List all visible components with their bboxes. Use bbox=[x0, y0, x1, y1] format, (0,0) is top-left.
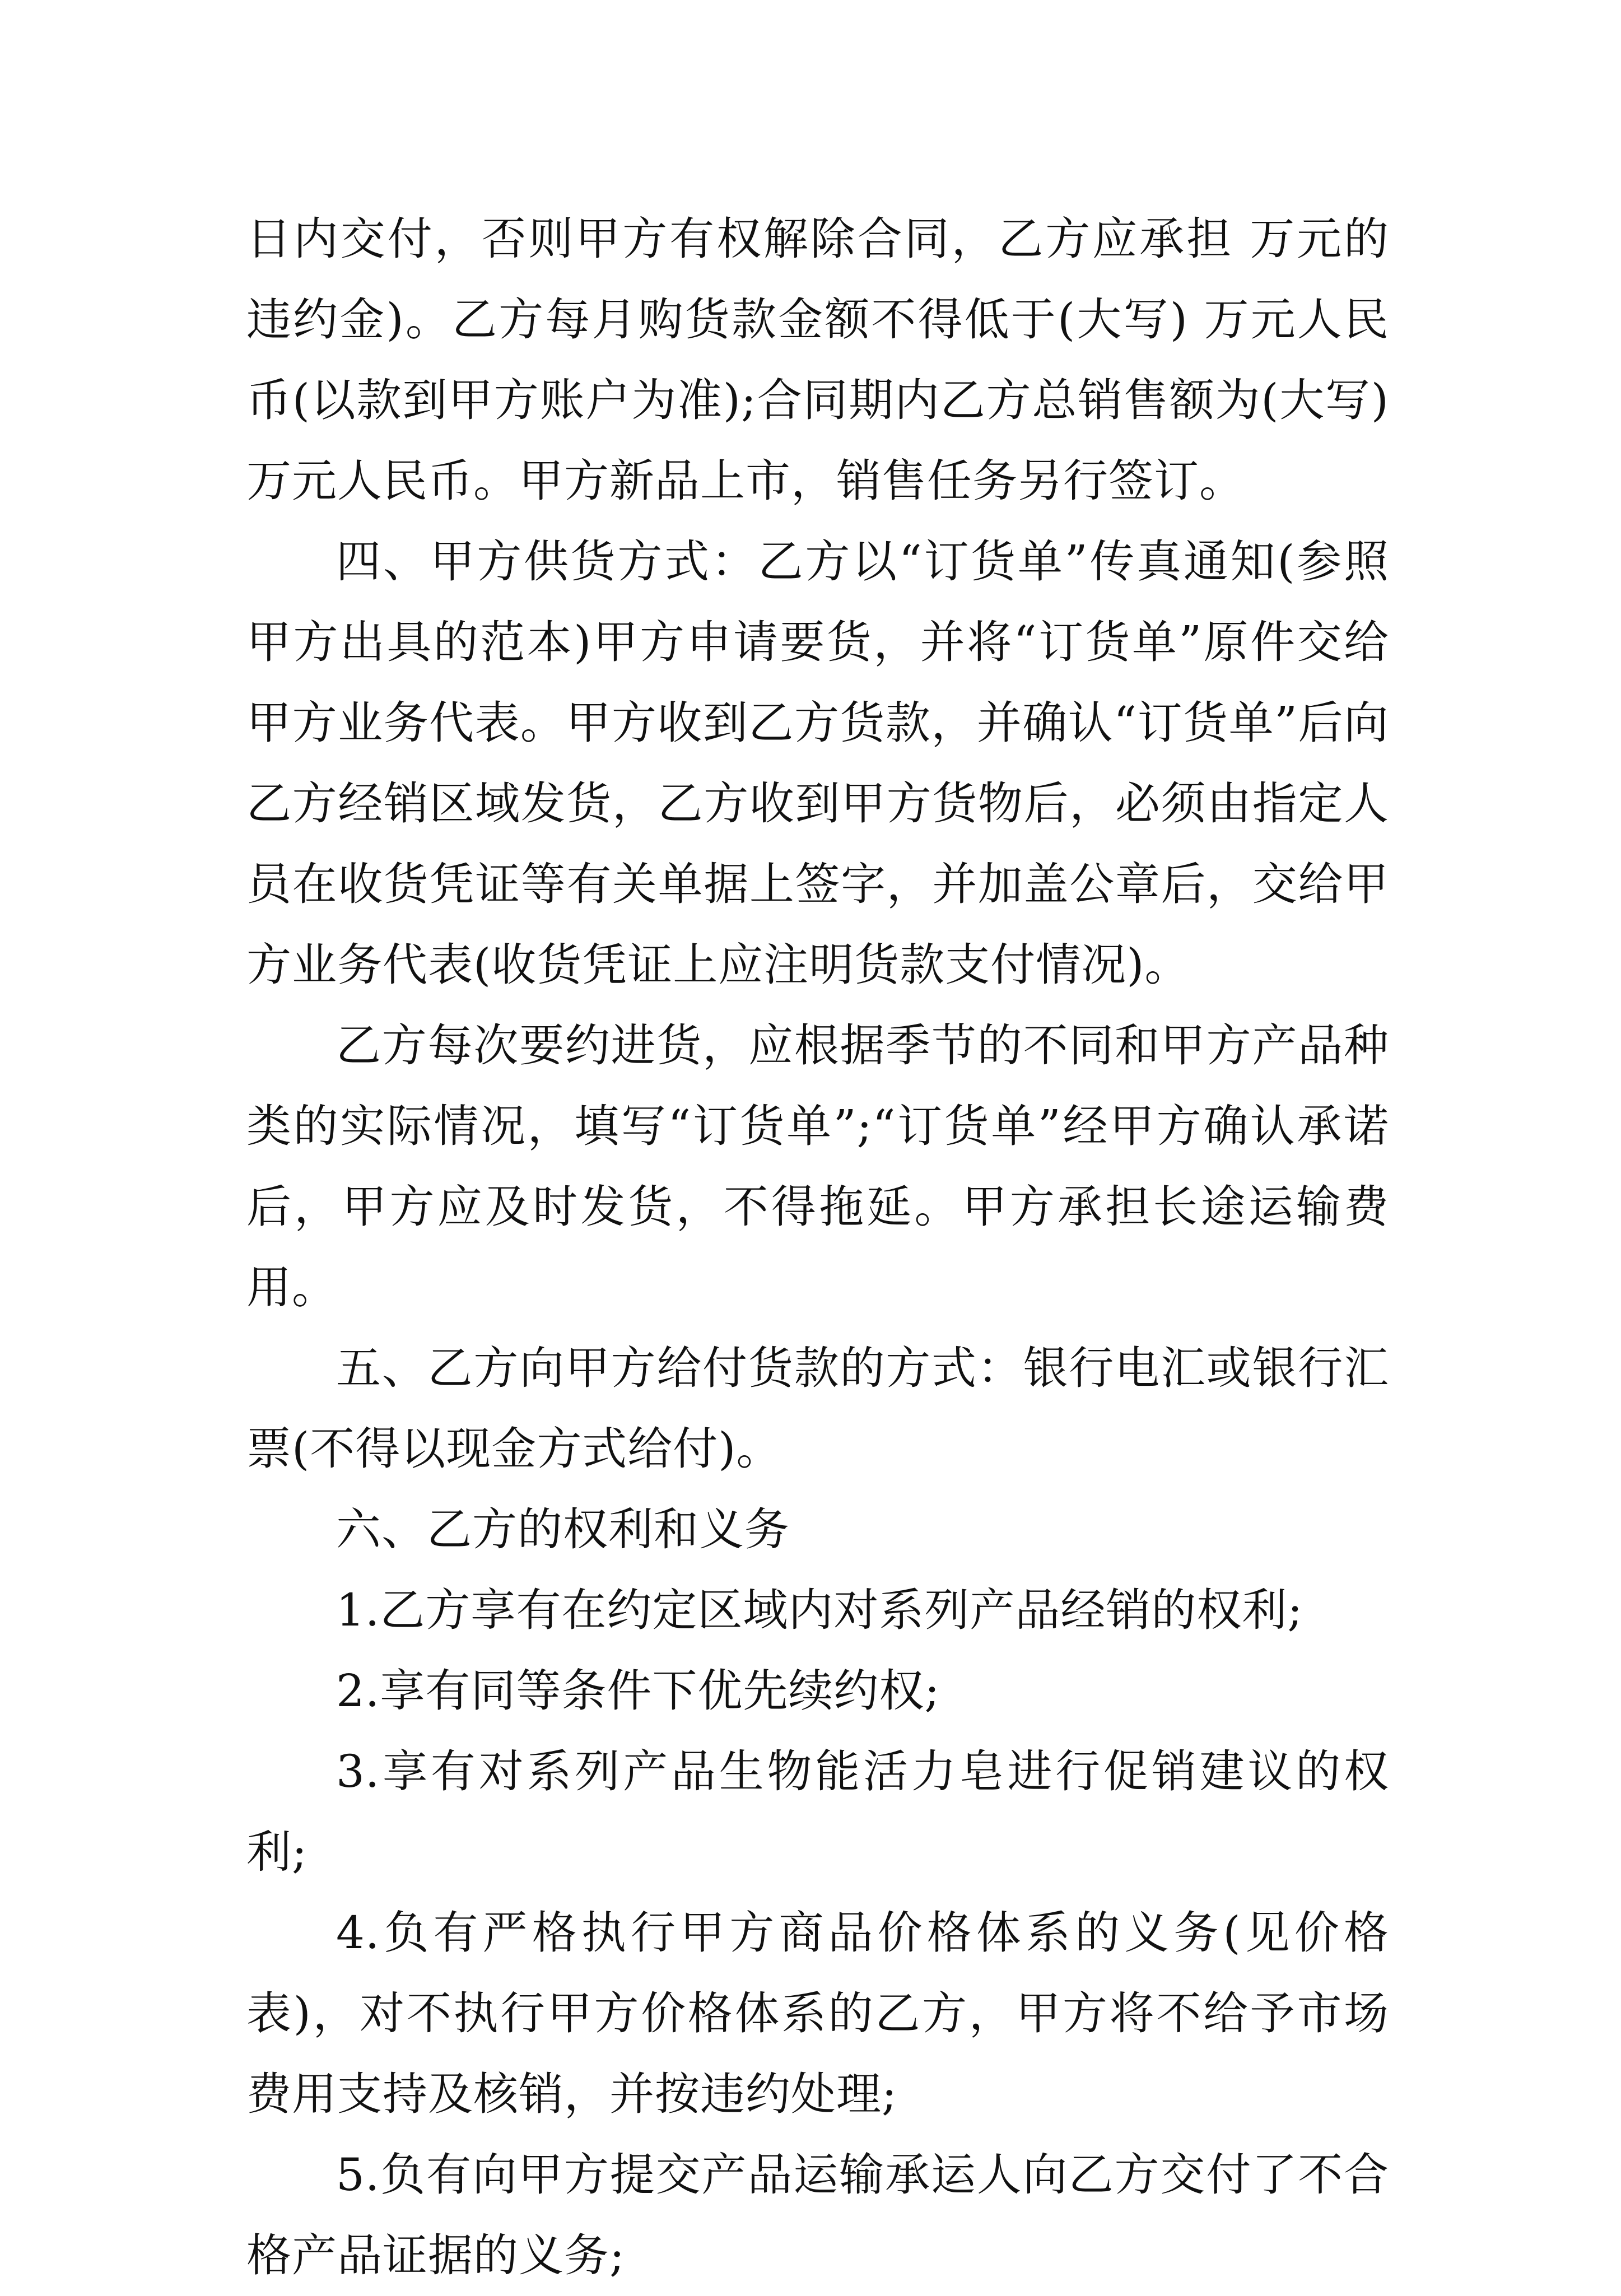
paragraph-payment-method: 五、乙方向甲方给付货款的方式：银行电汇或银行汇票(不得以现金方式给付)。 bbox=[246, 1342, 1389, 1475]
list-item-2: 2.享有同等条件下优先续约权; bbox=[336, 1665, 940, 1717]
list-item-1: 1.乙方享有在约定区域内对系列产品经销的权利; bbox=[336, 1584, 1303, 1636]
paragraph-supply-method: 四、甲方供货方式：乙方以“订货单”传真通知(参照甲方出具的范本)甲方申请要货，并将“订货单”原件交给甲方业务代表。甲方收到乙方货款，并确认“订货单”后向乙方经销区域发货，乙方收到甲方货物后，必须由指定人员在收货凭证等有关单据上签字，并加盖公章后，交给甲方业务代表(收货凭证上应注明货款支付情况)。 bbox=[246, 535, 1389, 991]
list-item-5: 5.负有向甲方提交产品运输承运人向乙方交付了不合格产品证据的义务; bbox=[246, 2149, 1389, 2281]
section-heading-rights-obligations: 六、乙方的权利和义务 bbox=[336, 1503, 790, 1555]
paragraph-delivery-terms: 日内交付，否则甲方有权解除合同，乙方应承担 万元的违约金)。乙方每月购货款金额不得低于(大写) 万元人民币(以款到甲方账户为准);合同期内乙方总销售额为(大写) 万元人民币。甲方新品上市，销售任务另行签订。 bbox=[246, 213, 1389, 507]
paragraph-order-process: 乙方每次要约进货，应根据季节的不同和甲方产品种类的实际情况，填写“订货单”;“订货单”经甲方确认承诺后，甲方应及时发货，不得拖延。甲方承担长途运输费用。 bbox=[246, 1019, 1389, 1314]
list-item-4: 4.负有严格执行甲方商品价格体系的义务(见价格表)，对不执行甲方价格体系的乙方，甲方将不给予市场费用支持及核销，并按违约处理; bbox=[246, 1907, 1389, 2120]
document-body bbox=[246, 199, 1389, 2296]
list-item-3: 3.享有对系列产品生物能活力皂进行促销建议的权利; bbox=[246, 1745, 1389, 1878]
